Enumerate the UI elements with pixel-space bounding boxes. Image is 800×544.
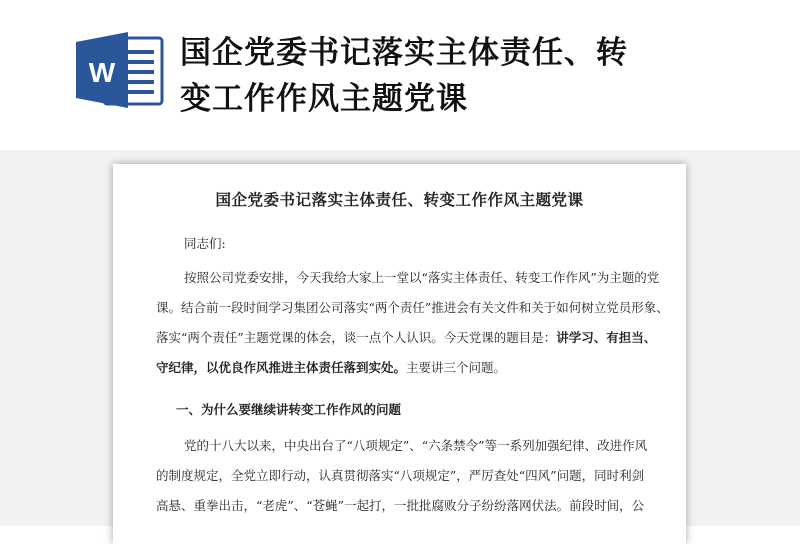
page-title bbox=[180, 30, 780, 122]
paragraph-1-line-4 bbox=[156, 358, 656, 376]
document-heading: 国企党委书记落实主体责任、转变工作作风主题党课 bbox=[215, 190, 584, 209]
paragraph-1-line-4-text: 主要讲三个问题。 bbox=[406, 360, 507, 375]
paragraph-1-line-3-text: 落实“两个责任”主题党课的体会，谈一点个人认识。今天党课的题目是： bbox=[156, 330, 557, 345]
salutation: 同志们: bbox=[184, 236, 226, 251]
word-icon-letter: W bbox=[88, 57, 116, 88]
paragraph-1-line-3 bbox=[156, 328, 656, 346]
header bbox=[0, 0, 800, 150]
paragraph-2-line-1: 党的十八大以来，中央出台了“八项规定”、“六条禁令”等一系列加强纪律、改进作风 bbox=[184, 438, 648, 453]
paragraph-1-line-2: 课。结合前一段时间学习集团公司落实“两个责任”推进会有关文件和关于如何树立党员形象、 bbox=[156, 300, 669, 315]
document-page-preview bbox=[113, 164, 686, 544]
word-document-icon bbox=[74, 30, 164, 110]
paragraph-2-line-3: 高悬、重拳出击，“老虎”、“苍蝇”一起打，一批批腐败分子纷纷落网伏法。前段时间，公 bbox=[156, 498, 645, 513]
page-title-line-2: 变工作作风主题党课 bbox=[180, 81, 468, 117]
paragraph-2-line-2: 的制度规定，全党立即行动，认真贯彻落实“八项规定”，严厉查处“四风”问题，同时利剑 bbox=[156, 468, 645, 483]
paragraph-1-line-1: 按照公司党委安排，今天我给大家上一堂以“落实主体责任、转变工作作风”为主题的党 bbox=[184, 270, 660, 285]
section-heading-1: 一、为什么要继续讲转变工作作风的问题 bbox=[176, 402, 402, 417]
page-title-line-1: 国企党委书记落实主体责任、转 bbox=[180, 35, 628, 71]
paragraph-1-bold-theme-start: 讲学习、有担当、 bbox=[556, 330, 657, 345]
paragraph-1-bold-theme-end: 守纪律，以优良作风推进主体责任落到实处。 bbox=[156, 360, 407, 375]
